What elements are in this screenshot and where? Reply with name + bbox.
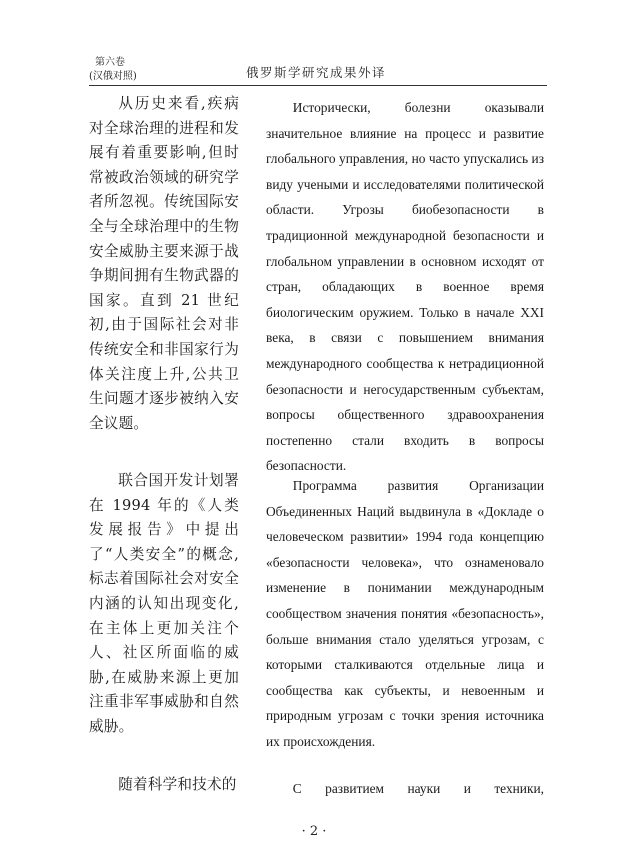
- edition-note: (汉俄对照): [89, 71, 137, 82]
- paragraph-2-chinese: 联合国开发计划署在 1994 年的《人类发展报告》中提出了“人类安全”的概念,标志着国际社会对安全内涵的认知出现变化,在主体上更加关注个人、社区所面临的威胁,在威胁来源上更加注重非军事威胁和自然威胁。: [89, 472, 239, 735]
- volume-label: [89, 56, 137, 84]
- paragraph-1-russian: Исторически, болезни оказывали значительное влияние на процесс и развитие глобального управления, но часто упускались из виду учеными и исследователями политической области. Угрозы биобезопасности в традиционной международной безопасности и глобальном управлении в основном исходят от стран, обладающих в военное время биологическим оружием. Только в начале XXI века, в связи с повышением внимания международного сообщества к нетрадиционной безопасности и негосударственным субъектам, вопросы общественного здравоохранения постепенно стали входить в вопросы безопасности.: [266, 100, 544, 474]
- header-rule: [89, 85, 547, 86]
- paragraph-3-russian: С развитием науки и техники,: [292, 781, 544, 796]
- paragraph-2-russian: Программа развития Организации Объединенных Наций выдвинула в «Докладе о человеческом развитии» 1994 года концепцию «безопасности человека», что ознаменовало изменение в понимании международным сообществом значения понятия «безопасность», больше внимания стало уделяться угрозам, с которыми сталкиваются отдельные лица и сообщества как субъекты, и невоенным и природным угрозам с точки зрения источника их происхождения.: [266, 478, 544, 749]
- paragraph-3-chinese: 随着科学和技术的: [118, 776, 237, 793]
- volume-number: 第六卷: [95, 57, 125, 68]
- series-title: 俄罗斯学研究成果外译: [246, 65, 387, 80]
- paragraph-1-chinese: 从历史来看,疾病对全球治理的进程和发展有着重要影响,但时常被政治领域的研究学者所忽视。传统国际安全与全球治理中的生物安全威胁主要来源于战争期间拥有生物武器的国家。直到 21 世纪初,由于国际社会对非传统安全和非国家行为体关注度上升,公共卫生问题才逐步被纳入安全议题。: [89, 95, 239, 432]
- page-number: · 2 ·: [301, 824, 327, 839]
- page-header: [0, 0, 628, 90]
